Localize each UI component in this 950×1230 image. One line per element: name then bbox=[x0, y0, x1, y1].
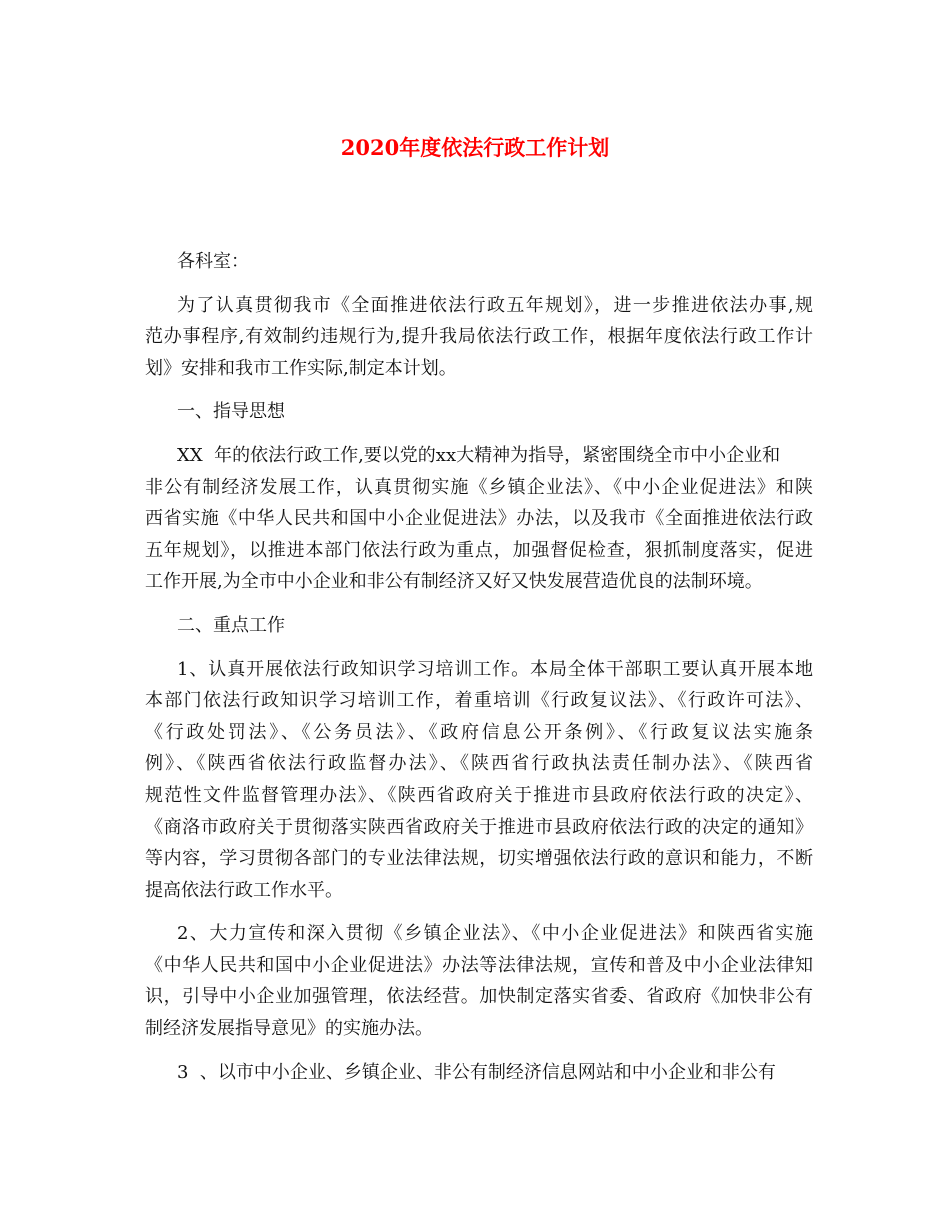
item3-line: 3 、以市中小企业、乡镇企业、非公有制经济信息网站和中小企业和非公有 bbox=[177, 1061, 776, 1083]
intro-line: 为了认真贯彻我市《全面推进依法行政五年规划》，进一步推进依法办事,规 bbox=[177, 294, 813, 316]
item1-line: 等内容，学习贯彻各部门的专业法律法规，切实增强依法行政的意识和能力，不断 bbox=[145, 848, 813, 870]
item2-line: 《中华人民共和国中小企业促进法》办法等法律法规，宣传和普及中小企业法律知 bbox=[145, 954, 813, 976]
item2-line: 制经济发展指导意见》的实施办法。 bbox=[145, 1018, 433, 1040]
section1-line: 五年规划》，以推进本部门依法行政为重点，加强督促检查，狠抓制度落实，促进 bbox=[145, 539, 813, 561]
item2-line: 2、大力宣传和深入贯彻《乡镇企业法》、《中小企业促进法》和陕西省实施 bbox=[177, 923, 813, 945]
item1-line: 《行政处罚法》、《公务员法》、《政府信息公开条例》、《行政复议法实施条 bbox=[145, 721, 813, 743]
section1-line: XX 年的依法行政工作,要以党的xx大精神为指导，紧密围绕全市中小企业和 bbox=[177, 444, 781, 466]
item1-line: 规范性文件监督管理办法》、《陕西省政府关于推进市县政府依法行政的决定》、 bbox=[145, 784, 813, 806]
section1-line: 西省实施《中华人民共和国中小企业促进法》办法，以及我市《全面推进依法行政 bbox=[145, 508, 813, 530]
item1-line: 本部门依法行政知识学习培训工作，着重培训《行政复议法》、《行政许可法》、 bbox=[145, 690, 813, 712]
document-body bbox=[145, 246, 813, 1088]
item1-line: 1、认真开展依法行政知识学习培训工作。本局全体干部职工要认真开展本地 bbox=[177, 658, 813, 680]
section-heading: 二、重点工作 bbox=[177, 614, 285, 636]
item2-line: 识，引导中小企业加强管理，依法经营。加快制定落实省委、省政府《加快非公有 bbox=[145, 986, 813, 1008]
salutation: 各科室： bbox=[177, 251, 249, 272]
intro-line: 范办事程序,有效制约违规行为,提升我局依法行政工作，根据年度依法行政工作计 bbox=[145, 326, 813, 348]
intro-line: 划》安排和我市工作实际,制定本计划。 bbox=[145, 357, 457, 379]
section1-line: 工作开展,为全市中小企业和非公有制经济又好又快发展营造优良的法制环境。 bbox=[145, 571, 763, 593]
document-title: 2020年度依法行政工作计划 bbox=[340, 135, 610, 160]
item1-line: 例》、《陕西省依法行政监督办法》、《陕西省行政执法责任制办法》、《陕西省 bbox=[145, 753, 813, 775]
item1-line: 提高依法行政工作水平。 bbox=[145, 879, 343, 901]
item1-line: 《商洛市政府关于贯彻落实陕西省政府关于推进市县政府依法行政的决定的通知》 bbox=[145, 816, 813, 838]
section1-line: 非公有制经济发展工作，认真贯彻实施《乡镇企业法》、《中小企业促进法》和陕 bbox=[145, 476, 813, 498]
section-heading: 一、指导思想 bbox=[177, 401, 285, 423]
